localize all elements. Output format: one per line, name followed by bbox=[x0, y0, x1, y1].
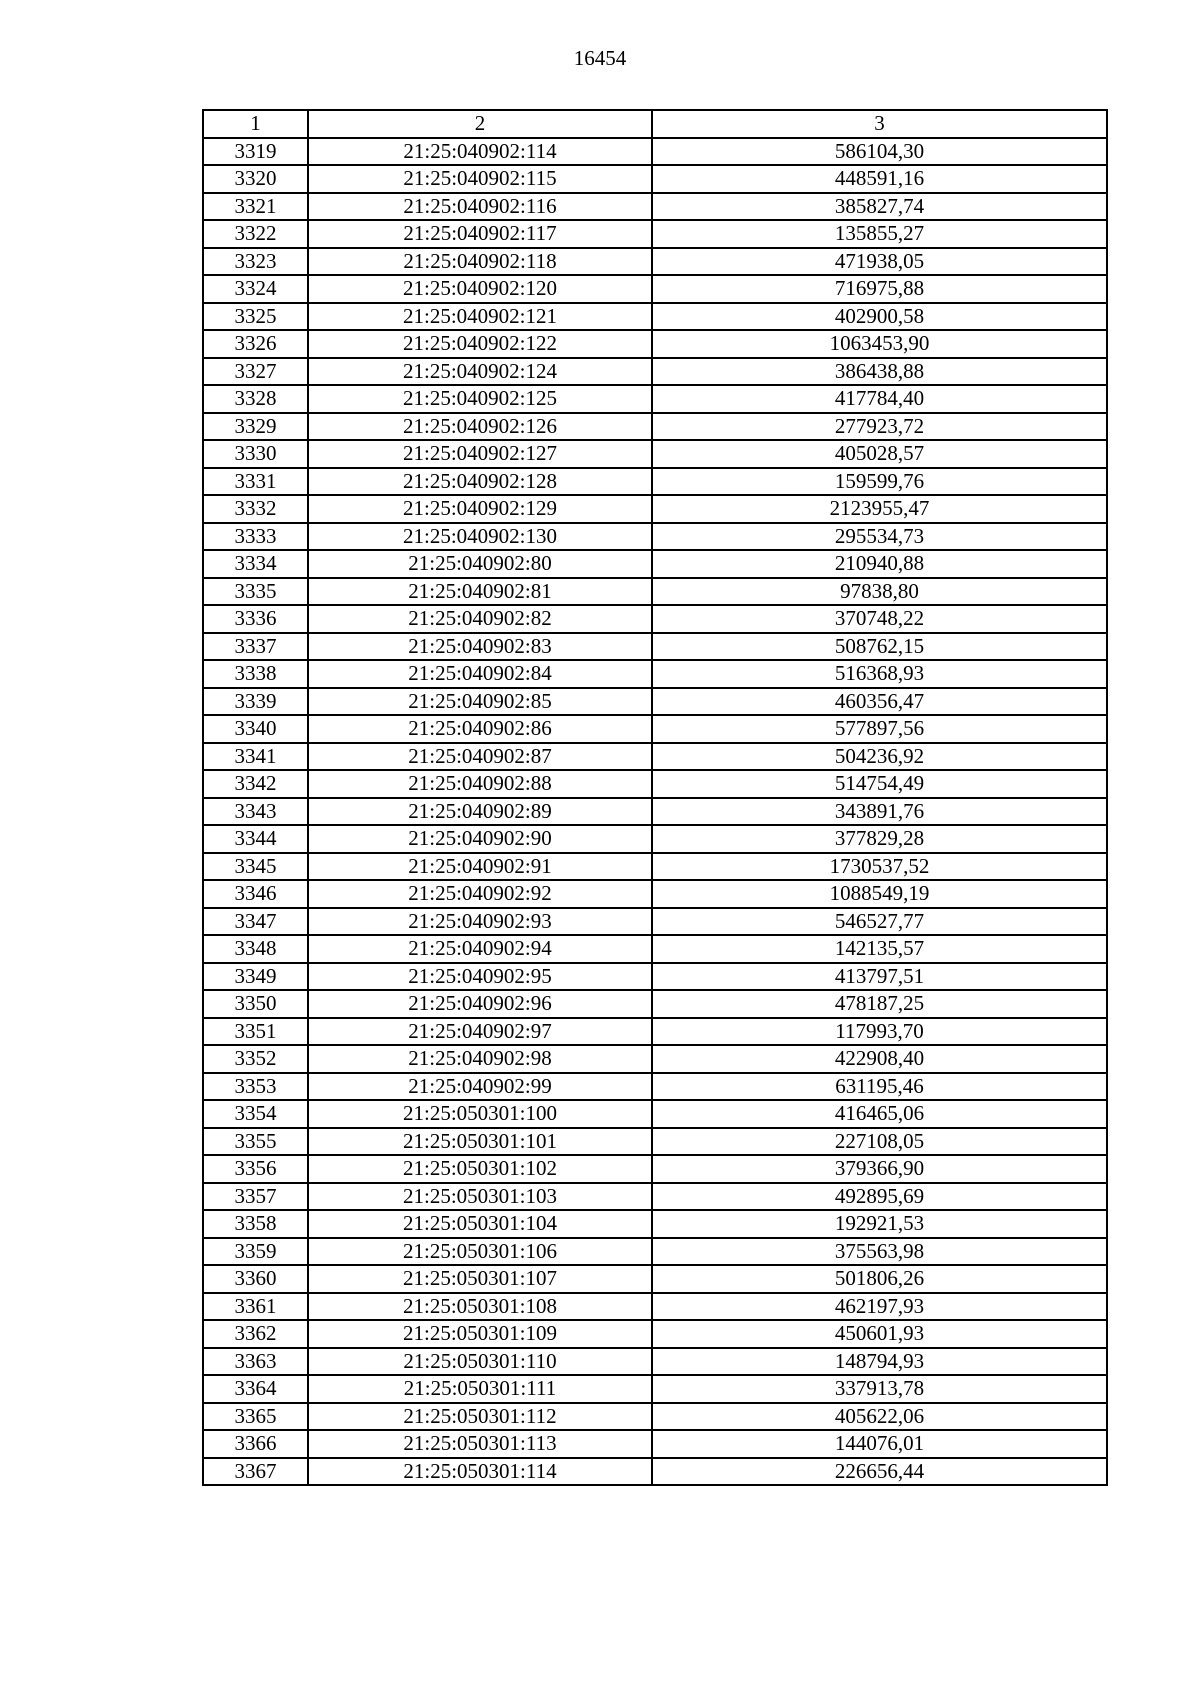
value-cell: 295534,73 bbox=[652, 523, 1107, 551]
cadastral-number-cell: 21:25:040902:129 bbox=[308, 495, 652, 523]
row-number-cell: 3336 bbox=[203, 605, 308, 633]
value-cell: 144076,01 bbox=[652, 1430, 1107, 1458]
cadastral-number-cell: 21:25:040902:88 bbox=[308, 770, 652, 798]
cadastral-number-cell: 21:25:040902:121 bbox=[308, 303, 652, 331]
row-number-cell: 3359 bbox=[203, 1238, 308, 1266]
value-cell: 227108,05 bbox=[652, 1128, 1107, 1156]
row-number-cell: 3366 bbox=[203, 1430, 308, 1458]
cadastral-number-cell: 21:25:040902:80 bbox=[308, 550, 652, 578]
row-number-cell: 3331 bbox=[203, 468, 308, 496]
value-cell: 413797,51 bbox=[652, 963, 1107, 991]
row-number-cell: 3322 bbox=[203, 220, 308, 248]
value-cell: 577897,56 bbox=[652, 715, 1107, 743]
value-cell: 135855,27 bbox=[652, 220, 1107, 248]
row-number-cell: 3326 bbox=[203, 330, 308, 358]
cadastral-number-cell: 21:25:040902:116 bbox=[308, 193, 652, 221]
row-number-cell: 3337 bbox=[203, 633, 308, 661]
row-number-cell: 3329 bbox=[203, 413, 308, 441]
cadastral-number-cell: 21:25:050301:102 bbox=[308, 1155, 652, 1183]
cadastral-number-cell: 21:25:040902:98 bbox=[308, 1045, 652, 1073]
cadastral-number-cell: 21:25:040902:117 bbox=[308, 220, 652, 248]
value-cell: 716975,88 bbox=[652, 275, 1107, 303]
table-row bbox=[203, 1375, 1107, 1403]
row-number-cell: 3365 bbox=[203, 1403, 308, 1431]
cadastral-number-cell: 21:25:050301:107 bbox=[308, 1265, 652, 1293]
cadastral-number-cell: 21:25:050301:100 bbox=[308, 1100, 652, 1128]
value-cell: 1088549,19 bbox=[652, 880, 1107, 908]
value-cell: 501806,26 bbox=[652, 1265, 1107, 1293]
row-number-cell: 3361 bbox=[203, 1293, 308, 1321]
value-cell: 148794,93 bbox=[652, 1348, 1107, 1376]
table-row bbox=[203, 633, 1107, 661]
table-row bbox=[203, 1210, 1107, 1238]
row-number-cell: 3325 bbox=[203, 303, 308, 331]
row-number-cell: 3338 bbox=[203, 660, 308, 688]
value-cell: 97838,80 bbox=[652, 578, 1107, 606]
cadastral-number-cell: 21:25:040902:90 bbox=[308, 825, 652, 853]
table-row bbox=[203, 165, 1107, 193]
value-cell: 379366,90 bbox=[652, 1155, 1107, 1183]
value-cell: 2123955,47 bbox=[652, 495, 1107, 523]
value-cell: 142135,57 bbox=[652, 935, 1107, 963]
cadastral-number-cell: 21:25:040902:93 bbox=[308, 908, 652, 936]
row-number-cell: 3349 bbox=[203, 963, 308, 991]
cadastral-number-cell: 21:25:040902:97 bbox=[308, 1018, 652, 1046]
cadastral-number-cell: 21:25:040902:86 bbox=[308, 715, 652, 743]
table-row bbox=[203, 1238, 1107, 1266]
column-header: 2 bbox=[308, 110, 652, 138]
value-cell: 1730537,52 bbox=[652, 853, 1107, 881]
table-row bbox=[203, 963, 1107, 991]
table-row bbox=[203, 1155, 1107, 1183]
table-row bbox=[203, 1045, 1107, 1073]
table-row bbox=[203, 1073, 1107, 1101]
cadastral-number-cell: 21:25:050301:103 bbox=[308, 1183, 652, 1211]
row-number-cell: 3360 bbox=[203, 1265, 308, 1293]
table-row bbox=[203, 138, 1107, 166]
row-number-cell: 3342 bbox=[203, 770, 308, 798]
table-row bbox=[203, 880, 1107, 908]
value-cell: 546527,77 bbox=[652, 908, 1107, 936]
table-row bbox=[203, 715, 1107, 743]
row-number-cell: 3323 bbox=[203, 248, 308, 276]
value-cell: 422908,40 bbox=[652, 1045, 1107, 1073]
value-cell: 402900,58 bbox=[652, 303, 1107, 331]
value-cell: 516368,93 bbox=[652, 660, 1107, 688]
cadastral-number-cell: 21:25:040902:118 bbox=[308, 248, 652, 276]
table-row bbox=[203, 1320, 1107, 1348]
value-cell: 471938,05 bbox=[652, 248, 1107, 276]
table-row bbox=[203, 193, 1107, 221]
table-row bbox=[203, 853, 1107, 881]
row-number-cell: 3343 bbox=[203, 798, 308, 826]
row-number-cell: 3345 bbox=[203, 853, 308, 881]
row-number-cell: 3335 bbox=[203, 578, 308, 606]
row-number-cell: 3367 bbox=[203, 1458, 308, 1486]
value-cell: 460356,47 bbox=[652, 688, 1107, 716]
row-number-cell: 3348 bbox=[203, 935, 308, 963]
value-cell: 370748,22 bbox=[652, 605, 1107, 633]
value-cell: 450601,93 bbox=[652, 1320, 1107, 1348]
value-cell: 478187,25 bbox=[652, 990, 1107, 1018]
row-number-cell: 3333 bbox=[203, 523, 308, 551]
value-cell: 492895,69 bbox=[652, 1183, 1107, 1211]
row-number-cell: 3358 bbox=[203, 1210, 308, 1238]
table-row bbox=[203, 495, 1107, 523]
row-number-cell: 3328 bbox=[203, 385, 308, 413]
cadastral-number-cell: 21:25:050301:111 bbox=[308, 1375, 652, 1403]
value-cell: 416465,06 bbox=[652, 1100, 1107, 1128]
value-cell: 586104,30 bbox=[652, 138, 1107, 166]
cadastral-number-cell: 21:25:040902:128 bbox=[308, 468, 652, 496]
table-row bbox=[203, 1293, 1107, 1321]
table-row bbox=[203, 220, 1107, 248]
table-row bbox=[203, 605, 1107, 633]
table-row bbox=[203, 1348, 1107, 1376]
value-cell: 385827,74 bbox=[652, 193, 1107, 221]
cadastral-number-cell: 21:25:040902:89 bbox=[308, 798, 652, 826]
value-cell: 462197,93 bbox=[652, 1293, 1107, 1321]
row-number-cell: 3340 bbox=[203, 715, 308, 743]
cadastral-number-cell: 21:25:040902:87 bbox=[308, 743, 652, 771]
table-row bbox=[203, 440, 1107, 468]
table-row bbox=[203, 358, 1107, 386]
value-cell: 343891,76 bbox=[652, 798, 1107, 826]
table-row bbox=[203, 468, 1107, 496]
row-number-cell: 3362 bbox=[203, 1320, 308, 1348]
table-row bbox=[203, 770, 1107, 798]
cadastral-number-cell: 21:25:050301:114 bbox=[308, 1458, 652, 1486]
value-cell: 337913,78 bbox=[652, 1375, 1107, 1403]
cadastral-number-cell: 21:25:040902:92 bbox=[308, 880, 652, 908]
table-row bbox=[203, 1128, 1107, 1156]
cadastral-number-cell: 21:25:040902:85 bbox=[308, 688, 652, 716]
cadastral-number-cell: 21:25:040902:127 bbox=[308, 440, 652, 468]
value-cell: 226656,44 bbox=[652, 1458, 1107, 1486]
table-row bbox=[203, 523, 1107, 551]
table-row bbox=[203, 1183, 1107, 1211]
row-number-cell: 3346 bbox=[203, 880, 308, 908]
value-cell: 277923,72 bbox=[652, 413, 1107, 441]
table-row bbox=[203, 385, 1107, 413]
cadastral-number-cell: 21:25:040902:95 bbox=[308, 963, 652, 991]
value-cell: 448591,16 bbox=[652, 165, 1107, 193]
cadastral-number-cell: 21:25:040902:84 bbox=[308, 660, 652, 688]
cadastral-number-cell: 21:25:040902:122 bbox=[308, 330, 652, 358]
cadastral-number-cell: 21:25:050301:109 bbox=[308, 1320, 652, 1348]
cadastral-number-cell: 21:25:040902:130 bbox=[308, 523, 652, 551]
row-number-cell: 3354 bbox=[203, 1100, 308, 1128]
cadastral-number-cell: 21:25:040902:115 bbox=[308, 165, 652, 193]
value-cell: 514754,49 bbox=[652, 770, 1107, 798]
cadastral-number-cell: 21:25:050301:112 bbox=[308, 1403, 652, 1431]
value-cell: 405622,06 bbox=[652, 1403, 1107, 1431]
cadastral-number-cell: 21:25:050301:113 bbox=[308, 1430, 652, 1458]
cadastral-number-cell: 21:25:050301:110 bbox=[308, 1348, 652, 1376]
cadastral-number-cell: 21:25:050301:108 bbox=[308, 1293, 652, 1321]
row-number-cell: 3350 bbox=[203, 990, 308, 1018]
cadastral-number-cell: 21:25:040902:91 bbox=[308, 853, 652, 881]
table-row bbox=[203, 908, 1107, 936]
row-number-cell: 3364 bbox=[203, 1375, 308, 1403]
table-row bbox=[203, 275, 1107, 303]
cadastral-number-cell: 21:25:040902:94 bbox=[308, 935, 652, 963]
table-row bbox=[203, 798, 1107, 826]
value-cell: 504236,92 bbox=[652, 743, 1107, 771]
value-cell: 1063453,90 bbox=[652, 330, 1107, 358]
table-row bbox=[203, 1430, 1107, 1458]
column-header: 3 bbox=[652, 110, 1107, 138]
row-number-cell: 3321 bbox=[203, 193, 308, 221]
cadastral-number-cell: 21:25:050301:101 bbox=[308, 1128, 652, 1156]
table-row bbox=[203, 248, 1107, 276]
value-cell: 159599,76 bbox=[652, 468, 1107, 496]
table-row bbox=[203, 990, 1107, 1018]
table-row bbox=[203, 578, 1107, 606]
value-cell: 377829,28 bbox=[652, 825, 1107, 853]
row-number-cell: 3339 bbox=[203, 688, 308, 716]
cadastral-number-cell: 21:25:040902:125 bbox=[308, 385, 652, 413]
table-row bbox=[203, 935, 1107, 963]
table-row bbox=[203, 688, 1107, 716]
row-number-cell: 3363 bbox=[203, 1348, 308, 1376]
value-cell: 508762,15 bbox=[652, 633, 1107, 661]
table-row bbox=[203, 1100, 1107, 1128]
column-header: 1 bbox=[203, 110, 308, 138]
cadastral-number-cell: 21:25:040902:96 bbox=[308, 990, 652, 1018]
value-cell: 117993,70 bbox=[652, 1018, 1107, 1046]
value-cell: 192921,53 bbox=[652, 1210, 1107, 1238]
table-row bbox=[203, 413, 1107, 441]
value-cell: 631195,46 bbox=[652, 1073, 1107, 1101]
cadastral-number-cell: 21:25:040902:114 bbox=[308, 138, 652, 166]
row-number-cell: 3353 bbox=[203, 1073, 308, 1101]
row-number-cell: 3352 bbox=[203, 1045, 308, 1073]
value-cell: 405028,57 bbox=[652, 440, 1107, 468]
row-number-cell: 3357 bbox=[203, 1183, 308, 1211]
table-row bbox=[203, 743, 1107, 771]
row-number-cell: 3355 bbox=[203, 1128, 308, 1156]
table-row bbox=[203, 660, 1107, 688]
page-number: 16454 bbox=[573, 46, 627, 70]
row-number-cell: 3334 bbox=[203, 550, 308, 578]
table-row bbox=[203, 1018, 1107, 1046]
table-header bbox=[203, 110, 1107, 138]
table-row bbox=[203, 330, 1107, 358]
cadastral-number-cell: 21:25:040902:99 bbox=[308, 1073, 652, 1101]
data-table bbox=[202, 109, 1108, 1486]
row-number-cell: 3344 bbox=[203, 825, 308, 853]
row-number-cell: 3320 bbox=[203, 165, 308, 193]
cadastral-number-cell: 21:25:040902:82 bbox=[308, 605, 652, 633]
row-number-cell: 3319 bbox=[203, 138, 308, 166]
cadastral-number-cell: 21:25:050301:104 bbox=[308, 1210, 652, 1238]
cadastral-number-cell: 21:25:040902:81 bbox=[308, 578, 652, 606]
value-cell: 210940,88 bbox=[652, 550, 1107, 578]
row-number-cell: 3324 bbox=[203, 275, 308, 303]
row-number-cell: 3327 bbox=[203, 358, 308, 386]
table-row bbox=[203, 1458, 1107, 1486]
row-number-cell: 3330 bbox=[203, 440, 308, 468]
row-number-cell: 3341 bbox=[203, 743, 308, 771]
row-number-cell: 3347 bbox=[203, 908, 308, 936]
row-number-cell: 3332 bbox=[203, 495, 308, 523]
table-row bbox=[203, 303, 1107, 331]
row-number-cell: 3356 bbox=[203, 1155, 308, 1183]
value-cell: 375563,98 bbox=[652, 1238, 1107, 1266]
cadastral-number-cell: 21:25:040902:83 bbox=[308, 633, 652, 661]
cadastral-number-cell: 21:25:050301:106 bbox=[308, 1238, 652, 1266]
value-cell: 386438,88 bbox=[652, 358, 1107, 386]
cadastral-number-cell: 21:25:040902:126 bbox=[308, 413, 652, 441]
table-header-row bbox=[203, 110, 1107, 138]
table-row bbox=[203, 550, 1107, 578]
table-row bbox=[203, 1265, 1107, 1293]
cadastral-number-cell: 21:25:040902:124 bbox=[308, 358, 652, 386]
table-row bbox=[203, 825, 1107, 853]
value-cell: 417784,40 bbox=[652, 385, 1107, 413]
table-row bbox=[203, 1403, 1107, 1431]
row-number-cell: 3351 bbox=[203, 1018, 308, 1046]
table-body bbox=[203, 138, 1107, 1486]
cadastral-number-cell: 21:25:040902:120 bbox=[308, 275, 652, 303]
